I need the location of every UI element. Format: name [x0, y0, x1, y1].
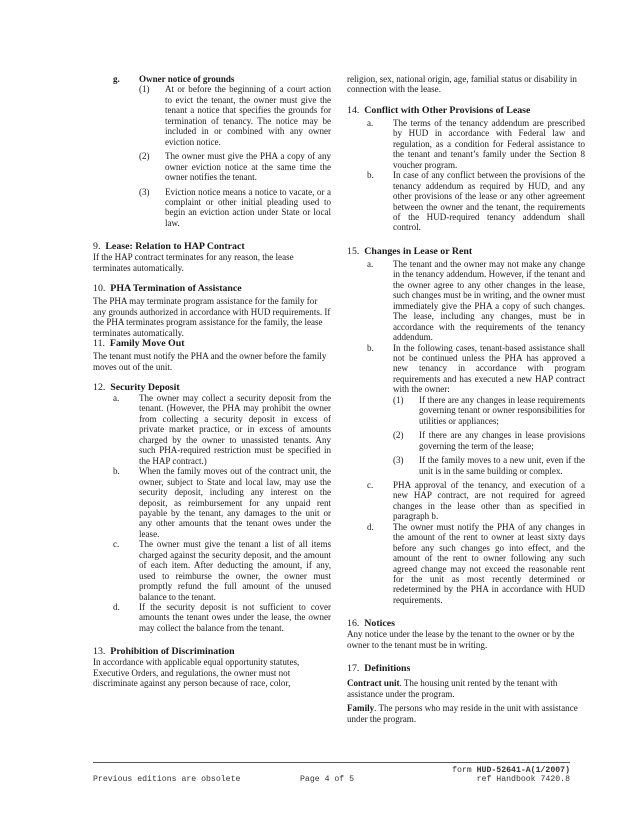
section-11-heading: 11. Family Move Out — [93, 338, 185, 350]
list-item: b. When the family moves out of the contract unit, the owner, subject to State and local law, may use the security deposit, including any interest on the deposit, as reimbursement for any unpaid rent payable by the tenant, any damages to the unit or any other amounts that the tenant owes under the lease. — [113, 466, 331, 539]
list-item: (2) If there are any changes in lease provisions governing the term of the lease; — [393, 430, 585, 451]
obsolete-notice: Previous editions are obsolete — [93, 775, 241, 784]
section-17-heading: 17. Definitions — [347, 663, 411, 675]
page-footer — [93, 762, 570, 786]
list-item: c. The owner must give the tenant a list of all items charged against the security deposit, and the amount of each item. After deducting the amount, if any, used to reimburse the owner, the owner must promptly refund the full amount of the unused balance to the tenant. — [113, 539, 331, 602]
form-number: HUD-52641-A(1/2007) — [476, 766, 570, 775]
definition-contract-unit: Contract unit. The housing unit rented by the tenant with assistance under the program. — [347, 678, 558, 699]
list-item: (2) The owner must give the PHA a copy of any owner eviction notice at the same time the owner notifies the tenant. — [139, 151, 331, 183]
footer-bottom-line — [93, 775, 570, 786]
form-number-line: form HUD-52641-A(1/2007) — [452, 766, 570, 775]
list-item: a. The owner may collect a security deposit from the tenant. (However, the PHA may prohibit the owner from collecting a security deposit in excess of private market practice, or in excess of amounts charged by the owner to unassisted tenants. Any such PHA-required restriction must be specified in the HAP contract.) — [113, 392, 331, 466]
handbook-ref: ref Handbook 7420.8 — [476, 775, 570, 784]
section-10-heading: 10. PHA Termination of Assistance — [93, 283, 242, 295]
list-item: (1) If there are any changes in lease requirements governing tenant or owner responsibilities for utilities or appliances; — [393, 394, 585, 426]
section-16-heading: 16. Notices — [347, 618, 395, 630]
section-14-heading: 14. Conflict with Other Provisions of Lease — [347, 104, 531, 116]
section-g-label: g. — [113, 74, 120, 84]
list-item: b. In the following cases, tenant-based assistance shall not be continued unless the PHA has approved a new tenancy in accordance with program requirements and has executed a new HAP contract with the owner: — [367, 342, 585, 395]
right-column — [347, 74, 585, 724]
list-item: d. The owner must notify the PHA of any changes in the amount of the rent to owner at least sixty days before any such changes go into effect, and the amount of the rent to owner following any such agreed change may not exceed the reasonable rent for the unit as most recently determined or redetermined by the PHA in accordance with HUD requirements. — [367, 521, 585, 605]
list-item: a. The tenant and the owner may not make any change in the tenancy addendum. However, if the tenant and the owner agree to any other changes in the lease, such changes must be in writing, and the owner must immediately give the PHA a copy of such changes. The lease, including any changes, must be in accordance with the requirements of the tenancy addendum. — [367, 258, 585, 343]
section-g — [113, 74, 331, 84]
page-number: Page 4 of 5 — [300, 775, 355, 784]
section-13-continued: religion, sex, national origin, age, familial status or disability in connection with the lease. — [347, 74, 577, 95]
section-9-body: If the HAP contract terminates for any reason, the lease terminates automatically. — [93, 252, 294, 273]
section-g-items — [139, 84, 331, 228]
section-13-body: In accordance with applicable equal opportunity statutes, Executive Orders, and regulations, the owner must not discriminate against any person because of race, color, — [93, 657, 300, 689]
definition-family: Family. The persons who may reside in the unit with assistance under the program. — [347, 703, 578, 724]
section-10-body: The PHA may terminate program assistance for the family for any grounds authorized in accordance with HUD requirements. If the PHA terminates program assistance for the family, the lease terminates automatically. — [93, 296, 331, 338]
list-item: b. In case of any conflict between the provisions of the tenancy addendum as required by HUD, and any other provisions of the lease or any other agreement between the owner and the tenant, the requirements of the HUD-required tenancy addendum shall control. — [367, 170, 585, 233]
section-16-body: Any notice under the lease by the tenant to the owner or by the owner to the tenant must be in writing. — [347, 629, 575, 650]
left-column — [93, 74, 331, 689]
section-9-heading: 9. Lease: Relation to HAP Contract — [93, 241, 245, 253]
section-g-title: Owner notice of grounds — [139, 74, 235, 84]
list-item: (1) At or before the beginning of a court action to evict the tenant, the owner must give the tenant a notice that specifies the grounds for termination of tenancy. The notice may be included in or combined with any owner eviction notice. — [139, 84, 331, 147]
section-11-body: The tenant must notify the PHA and the owner before the family moves out of the unit. — [93, 351, 327, 372]
list-item: (3) Eviction notice means a notice to vacate, or a complaint or other initial pleading used to begin an eviction action under State or local law. — [139, 186, 331, 228]
list-item: d. If the security deposit is not sufficient to cover amounts the tenant owes under the lease, the owner may collect the balance from the tenant. — [113, 602, 331, 633]
section-15b-items — [393, 395, 585, 476]
list-item: (3) If the family moves to a new unit, even if the unit is in the same building or complex. — [393, 455, 585, 476]
list-item: a. The terms of the tenancy addendum are prescribed by HUD in accordance with Federal law and regulation, as a condition for Federal assistance to the tenant and tenant’s family under the Section 8 voucher program. — [367, 117, 585, 170]
list-item: c. PHA approval of the tenancy, and execution of a new HAP contract, are not required for agreed changes in the lease other than as specified in paragraph b. — [367, 479, 585, 522]
section-15-heading: 15. Changes in Lease or Rent — [347, 245, 473, 257]
section-13-heading: 13. Prohibition of Discrimination — [93, 646, 235, 658]
section-12-heading: 12. Security Deposit — [93, 381, 180, 393]
